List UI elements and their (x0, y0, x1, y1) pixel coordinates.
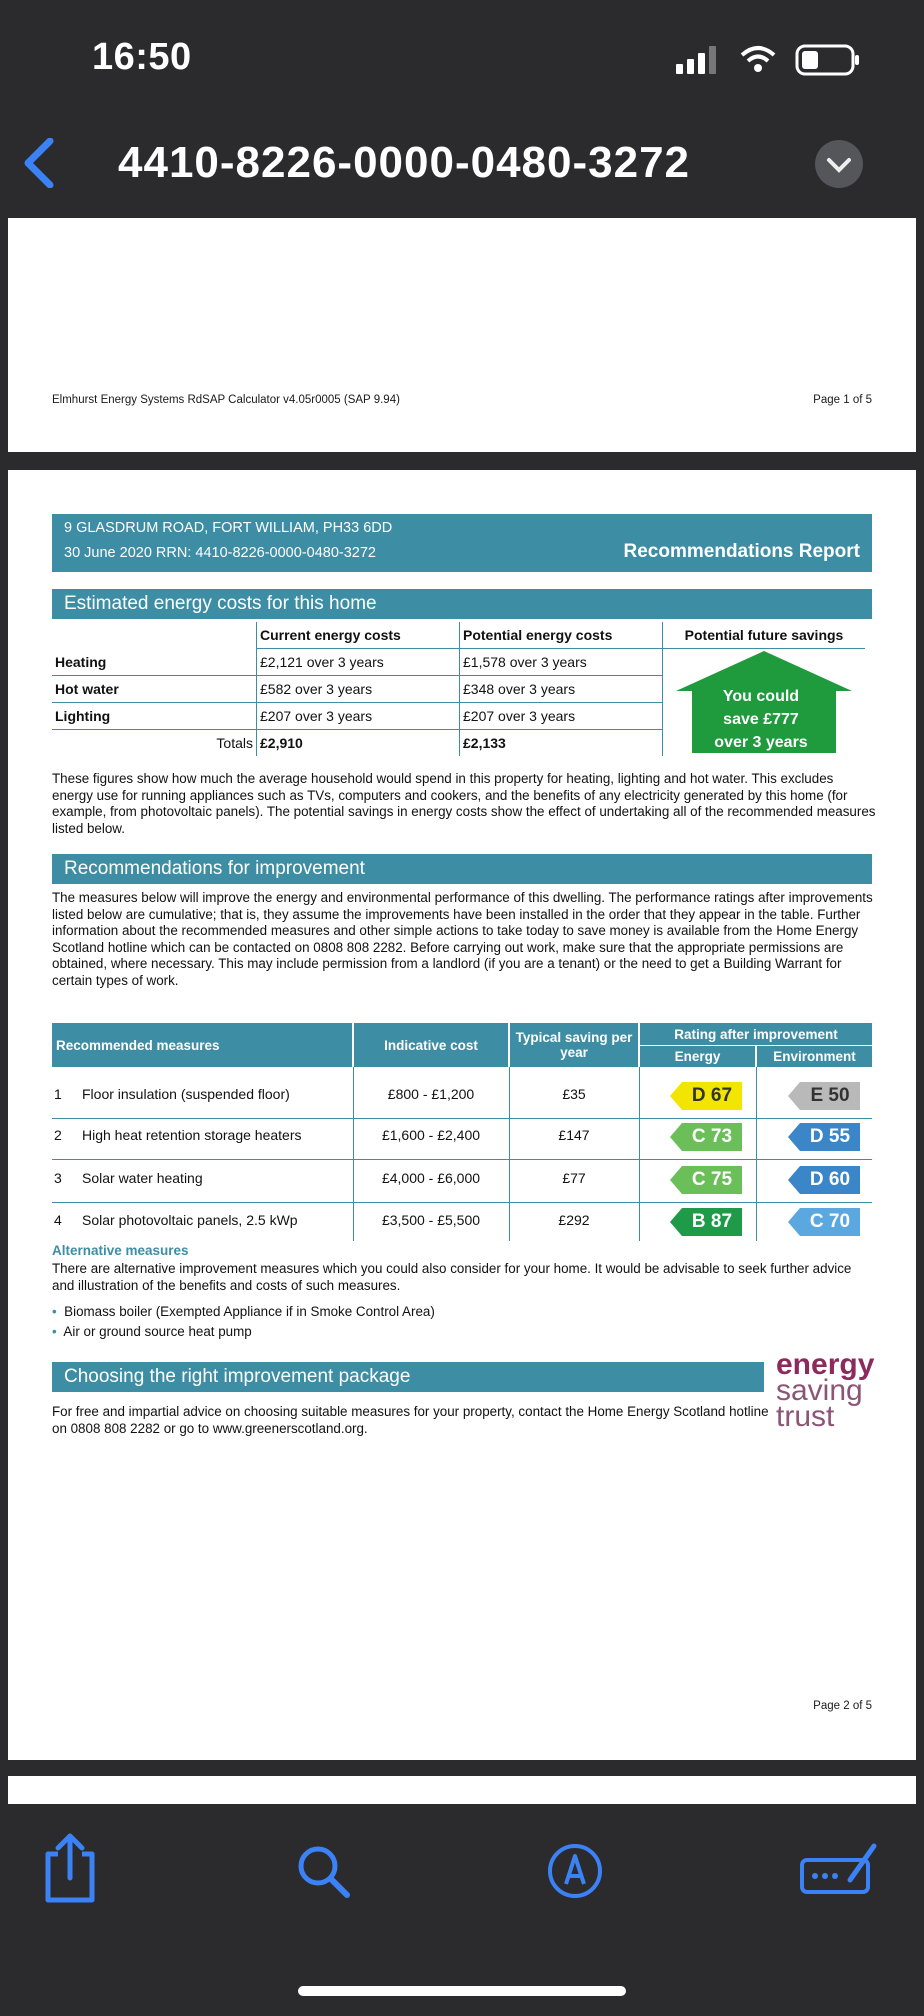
table-row: Heating £2,121 over 3 years £1,578 over 3 years You could save £777 over 3 years (52, 649, 865, 676)
savings-line-1: You could (722, 688, 800, 705)
energy-rating-badge (682, 1082, 742, 1110)
h-environment: Environment (757, 1046, 872, 1067)
bottom-toolbar (0, 1806, 924, 2016)
rec-cost: £800 - £1,200 (387, 1086, 475, 1102)
rec-measure: Floor insulation (suspended floor) (82, 1086, 290, 1102)
rec-num: 1 (54, 1086, 62, 1102)
rec-measure: Solar water heating (82, 1170, 203, 1186)
rec-measure: Solar photovoltaic panels, 2.5 kWp (82, 1212, 298, 1228)
alt-heading: Alternative measures (52, 1243, 189, 1258)
savings-cell (663, 649, 866, 757)
rec-saving: £292 (558, 1212, 590, 1228)
costs-note: These figures show how much the average household would spend in this property for heating, lighting and hot water. This excludes energy use for running appliances such as TVs, computers and cookers, and the benefits of any electricity generated by this home (for example, from photovoltaic panels). The potential savings in energy costs show the effect of undertaking all of the recommended measures listed below. (52, 771, 876, 836)
environment-rating-badge (800, 1166, 860, 1194)
wifi-icon (740, 45, 776, 73)
rec-measure: High heat retention storage heaters (82, 1127, 302, 1143)
pdf-page-1 (8, 218, 916, 452)
energy-rating-badge (682, 1166, 742, 1194)
alt-intro: There are alternative improvement measures which you could also consider for your home. It would be advisable to seek further advice and illustration of the benefits and costs of such measures. (52, 1261, 852, 1293)
recommendations-intro: The measures below will improve the energy and environmental performance of this dwelling. The performance ratings after improvements listed below are cumulative; that is, they assume the improvements have been installed in the order that they appear in the table. Further information about the recommended measures and other simple actions to take today to save money is available from the Home Energy Scotland hotline which can be contacted on 0808 808 2282. Before carrying out work, make sure that the appropriate permissions are obtained, where necessary. This may include permission from a landlord (if you are a tenant) or the need to get a Building Warrant for certain types of work. (52, 890, 873, 988)
rec-num: 3 (54, 1170, 62, 1186)
page2-number: Page 2 of 5 (813, 1700, 872, 1712)
choose-text: For free and impartial advice on choosing suitable measures for your property, contact the Home Energy Scotland hotline on 0808 808 2282 or go to www.greenerscotland.org. (52, 1404, 769, 1436)
page1-software: Elmhurst Energy Systems RdSAP Calculator v4.05r0005 (SAP 9.94) (52, 394, 400, 406)
environment-rating-badge (800, 1208, 860, 1236)
markup-icon[interactable] (546, 1842, 604, 1900)
chevron-down-icon (815, 140, 863, 188)
environment-rating-badge-label: E 50 (810, 1085, 850, 1106)
col-current: Current energy costs (257, 622, 460, 649)
row-divider (52, 1118, 872, 1119)
rec-num: 2 (54, 1127, 62, 1143)
energy-rating-badge (682, 1123, 742, 1151)
totals-current: £2,910 (257, 730, 460, 757)
battery-icon (795, 44, 861, 76)
recommendations-heading: Recommendations for improvement (52, 854, 872, 884)
environment-rating-badge (800, 1123, 860, 1151)
status-time: 16:50 (92, 36, 192, 78)
h-saving: Typical saving per year (510, 1023, 638, 1067)
title-menu-button[interactable] (815, 140, 863, 188)
rec-cost: £3,500 - £5,500 (381, 1212, 481, 1228)
energy-rating-badge (682, 1208, 742, 1236)
pdf-page-3 (8, 1776, 916, 1804)
rec-cost: £4,000 - £6,000 (381, 1170, 481, 1186)
table-row: Hot water £582 over 3 years £348 over 3 years (52, 676, 865, 703)
back-chevron-icon[interactable] (20, 138, 56, 188)
h-measures: Recommended measures (52, 1023, 352, 1067)
share-icon[interactable] (40, 1832, 100, 1904)
rec-cost: £1,600 - £2,400 (381, 1127, 481, 1143)
environment-rating-badge-label: D 55 (809, 1126, 851, 1147)
choose-heading: Choosing the right improvement package (52, 1362, 764, 1392)
row-divider (52, 1159, 872, 1160)
search-icon[interactable] (294, 1842, 354, 1902)
form-fill-icon[interactable] (798, 1840, 878, 1900)
h-energy: Energy (640, 1046, 755, 1067)
col-savings: Potential future savings (663, 622, 866, 649)
totals-label: Totals (216, 735, 253, 751)
environment-rating-badge (800, 1082, 860, 1110)
column-divider (639, 1067, 640, 1241)
costs-heading: Estimated energy costs for this home (52, 589, 872, 619)
h-cost: Indicative cost (354, 1023, 508, 1067)
rec-num: 4 (54, 1212, 62, 1228)
address: 9 GLASDRUM ROAD, FORT WILLIAM, PH33 6DD (64, 520, 393, 536)
column-divider (509, 1067, 510, 1241)
column-divider (756, 1067, 757, 1241)
table-row: Lighting £207 over 3 years £207 over 3 years (52, 703, 865, 730)
h-rating: Rating after improvement (640, 1023, 872, 1046)
page1-number: Page 1 of 5 (813, 394, 872, 406)
list-item: • Air or ground source heat pump (52, 1324, 252, 1339)
signal-icon (676, 46, 722, 74)
costs-table (52, 622, 865, 756)
date-rrn: 30 June 2020 RRN: 4410-8226-0000-0480-3272 (64, 545, 376, 561)
environment-rating-badge-label: C 70 (809, 1211, 851, 1232)
rec-saving: £35 (562, 1086, 586, 1102)
list-item: • Biomass boiler (Exempted Appliance if in Smoke Control Area) (52, 1304, 435, 1319)
document-title: 4410-8226-0000-0480-3272 (118, 138, 691, 187)
energy-rating-badge-label: C 73 (691, 1126, 733, 1147)
energy-rating-badge-label: D 67 (691, 1085, 733, 1106)
rec-saving: £77 (562, 1170, 586, 1186)
report-title: Recommendations Report (623, 541, 860, 562)
energy-rating-badge-label: B 87 (691, 1211, 733, 1232)
home-indicator[interactable] (298, 1986, 626, 1996)
report-header (52, 514, 872, 572)
savings-line-2: save £777 (723, 711, 799, 728)
column-divider (353, 1067, 354, 1241)
rec-saving: £147 (558, 1127, 590, 1143)
energy-rating-badge-label: C 75 (691, 1169, 733, 1190)
savings-line-3: over 3 years (714, 734, 808, 751)
energy-saving-trust-logo: energy saving trust (776, 1348, 875, 1433)
row-divider (52, 1202, 872, 1203)
status-bar (0, 0, 924, 120)
totals-potential: £2,133 (460, 730, 663, 757)
alt-list (52, 1302, 435, 1342)
col-potential: Potential energy costs (460, 622, 663, 649)
environment-rating-badge-label: D 60 (809, 1169, 851, 1190)
